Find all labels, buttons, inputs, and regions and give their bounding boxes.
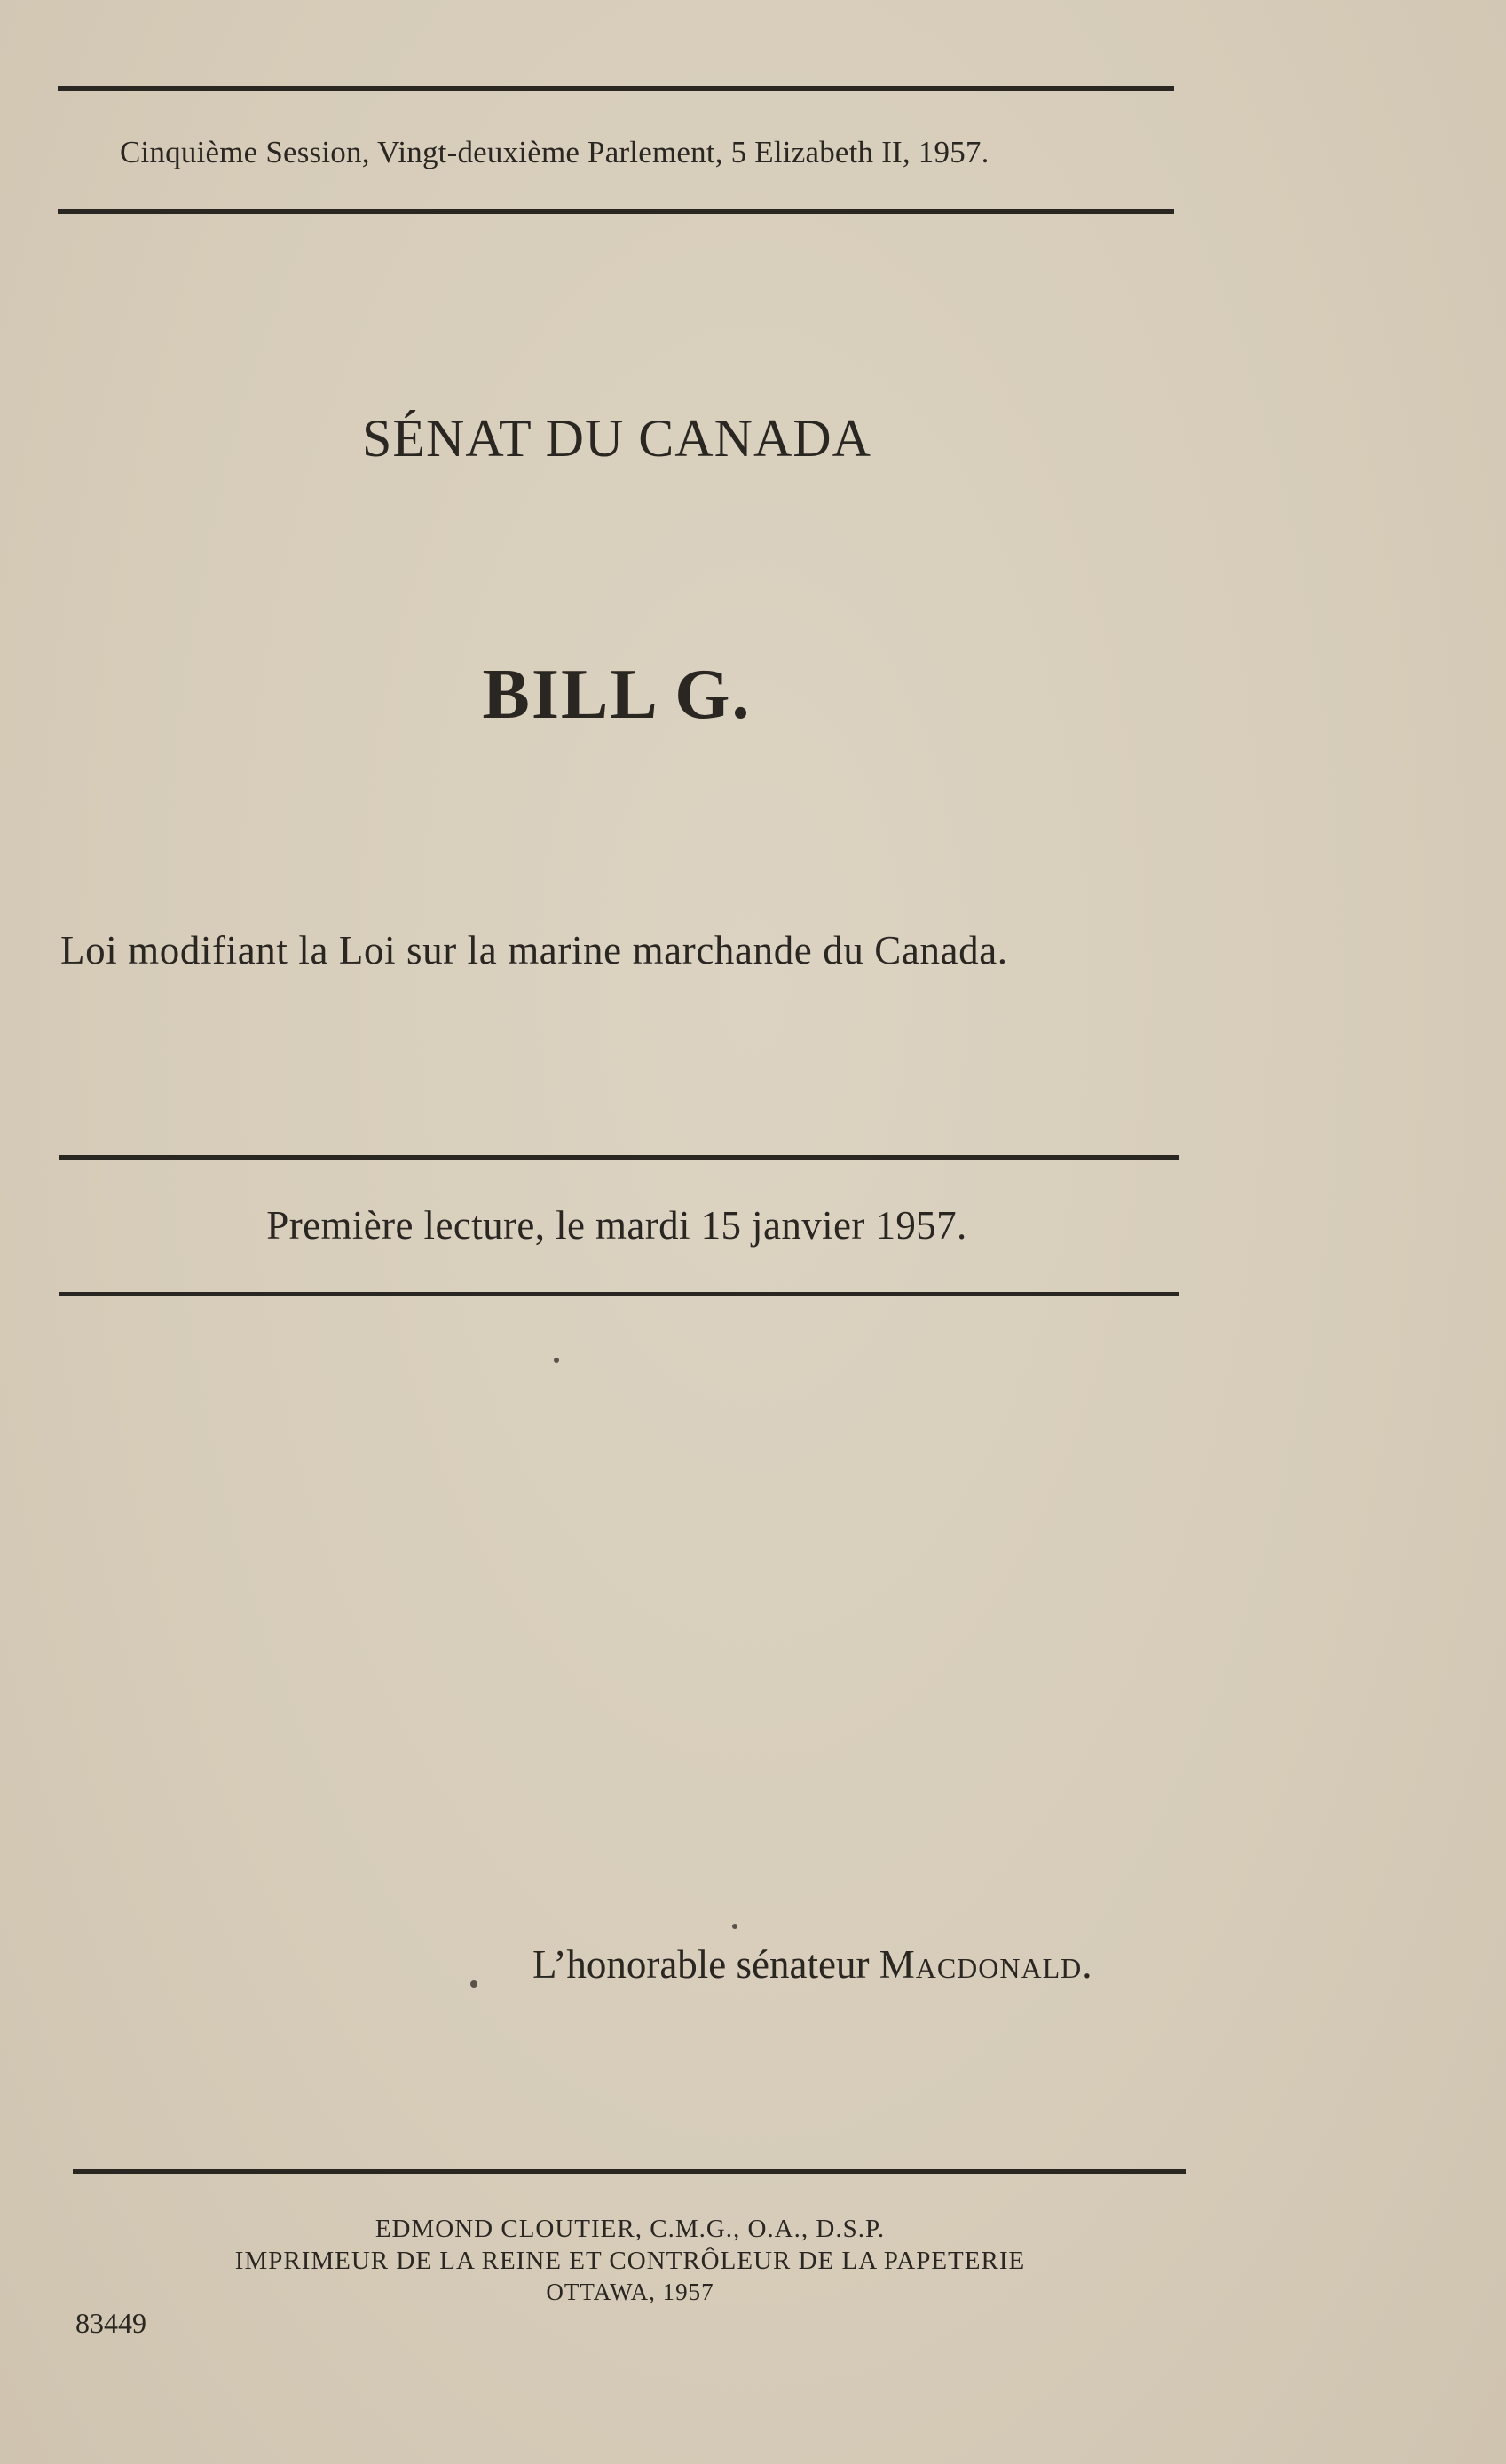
paper-speck — [554, 1358, 559, 1363]
sponsor-suffix: . — [1082, 1942, 1092, 1987]
session-line: Cinquième Session, Vingt-deuxième Parlement, 5 Elizabeth II, 1957. — [120, 135, 990, 169]
chamber-heading: SÉNAT DU CANADA — [362, 409, 871, 468]
sponsor-line — [532, 1941, 1092, 1988]
header-bottom-rule — [58, 209, 1174, 214]
bill-number: BILL G. — [482, 656, 752, 734]
top-rule — [58, 86, 1174, 91]
paper-speck — [470, 1980, 477, 1988]
sponsor-prefix: L’honorable sénateur — [532, 1942, 879, 1987]
first-reading-line: Première lecture, le mardi 15 janvier 1957. — [266, 1203, 967, 1248]
printer-name: EDMOND CLOUTIER, C.M.G., O.A., D.S.P. — [375, 2215, 886, 2243]
imprint-rule — [73, 2169, 1186, 2174]
imprint-place-year: OTTAWA, 1957 — [546, 2279, 714, 2305]
paper-speck — [732, 1924, 737, 1929]
reading-top-rule — [59, 1155, 1179, 1160]
printer-role: IMPRIMEUR DE LA REINE ET CONTRÔLEUR DE LA PAPETERIE — [234, 2247, 1026, 2275]
sponsor-name: Macdonald — [879, 1942, 1083, 1987]
document-number: 83449 — [75, 2307, 146, 2339]
reading-bottom-rule — [59, 1292, 1179, 1296]
bill-title: Loi modifiant la Loi sur la marine marchande du Canada. — [60, 928, 1008, 972]
